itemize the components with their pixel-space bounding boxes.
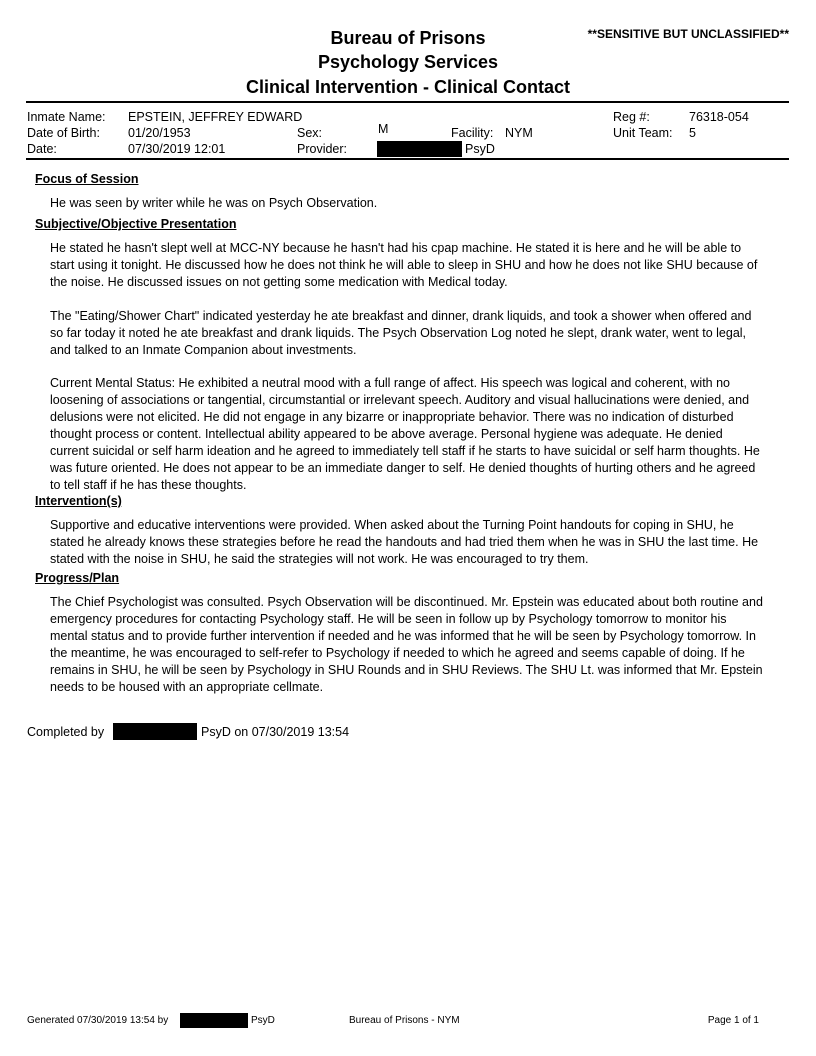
facility-label: Facility: <box>451 126 494 140</box>
focus-heading: Focus of Session <box>35 172 139 186</box>
progress-heading: Progress/Plan <box>35 571 120 585</box>
sex-value: M <box>378 122 389 136</box>
sex-label: Sex: <box>297 126 323 140</box>
document-subtitle: Psychology Services <box>317 52 499 72</box>
unit-team-label: Unit Team: <box>613 126 673 140</box>
dob-label: Date of Birth: <box>27 126 100 140</box>
classification-marking: **SENSITIVE BUT UNCLASSIFIED** <box>587 27 789 41</box>
subjective-paragraph-2: The "Eating/Shower Chart" indicated yesterday he ate breakfast and dinner, drank liquids, and took a shower when offered and so far today it noted he ate breakfast and drank liquids. The Psych Observation Log noted he slept, drank water, went to legal, and talked to an Inmate Companion about investments. <box>50 309 752 357</box>
progress-text: The Chief Psychologist was consulted. Psych Observation will be discontinued. Mr. Epstein was educated about both routine and emergency procedures for contacting Psychology staff. He will be seen in follow up by Psychology tomorrow to monitor his mental status and to provide further intervention if needed and he was informed that he will be seen by Psychology tomorrow. In the meantime, he was encouraged to self-refer to Psychology if needed to which he agreed and seems capable of doing. If he remains in SHU, he will be seen by Psychology in SHU Rounds and in SHU Reviews. The SHU Lt. was informed that Mr. Epstein needs to be housed with an appropriate cellmate. <box>50 595 763 694</box>
completed-by-label: Completed by <box>27 725 105 739</box>
header-bottom-rule <box>26 158 789 160</box>
completed-by-redaction <box>113 723 197 740</box>
focus-text: He was seen by writer while he was on Psych Observation. <box>50 196 378 210</box>
date-value: 07/30/2019 12:01 <box>128 142 226 156</box>
subjective-heading: Subjective/Objective Presentation <box>35 217 237 231</box>
completed-by-suffix: PsyD on 07/30/2019 13:54 <box>201 725 350 739</box>
date-label: Date: <box>27 142 57 156</box>
dob-value: 01/20/1953 <box>128 126 191 140</box>
header-top-rule <box>26 101 789 103</box>
footer-generated-credential: PsyD <box>251 1015 275 1026</box>
intervention-text: Supportive and educative interventions were provided. When asked about the Turning Point handouts for coping in SHU, he stated he already knows these strategies before he read the handouts and had tried them when he was in SHU the last time. He stated with the noise in SHU, he said the strategies will not work. He was encouraged to try them. <box>50 518 759 566</box>
provider-credential: PsyD <box>465 142 495 156</box>
mental-status-paragraph: Current Mental Status: He exhibited a neutral mood with a full range of affect. His speech was logical and coherent, with no loosening of associations or tangential, circumstantial or irrelevant speech. Auditory and visual hallucinations were denied, and delusions were not elicited. He did not engage in any bizarre or inappropriate behavior. There was no indication of disturbed thought process or content. Intellectual ability appeared to be above average. Personal hygiene was adequate. He denied current suicidal or self harm ideation and he agreed to immediately tell staff if he starts to have suicidal or self harm thoughts. He was future oriented. He does not appear to be an immediate danger to self. He denied thoughts of hurting others and he agreed to tell staff if he has these thoughts. <box>50 376 760 492</box>
reg-label: Reg #: <box>613 110 650 124</box>
footer-generated: Generated 07/30/2019 13:54 by <box>27 1015 169 1026</box>
document-form-title: Clinical Intervention - Clinical Contact <box>245 77 571 97</box>
unit-team-value: 5 <box>689 126 696 140</box>
inmate-name-value: EPSTEIN, JEFFREY EDWARD <box>128 110 303 124</box>
intervention-heading: Intervention(s) <box>35 494 122 508</box>
footer-facility: Bureau of Prisons - NYM <box>349 1015 460 1026</box>
facility-value: NYM <box>505 126 533 140</box>
subjective-paragraph-1: He stated he hasn't slept well at MCC-NY because he hasn't had his cpap machine. He stated it is here and he will be able to start using it tonight. He discussed how he does not think he will able to sleep in SHU and how he does not like SHU because of the noise. He discussed issues on not getting some medication with Medical today. <box>50 241 758 289</box>
provider-redaction <box>377 141 462 157</box>
document-title: Bureau of Prisons <box>330 28 486 48</box>
footer-page-number: Page 1 of 1 <box>707 1015 759 1026</box>
footer-redaction <box>180 1013 248 1028</box>
reg-value: 76318-054 <box>689 110 749 124</box>
inmate-name-label: Inmate Name: <box>27 110 106 124</box>
provider-label: Provider: <box>297 142 348 156</box>
